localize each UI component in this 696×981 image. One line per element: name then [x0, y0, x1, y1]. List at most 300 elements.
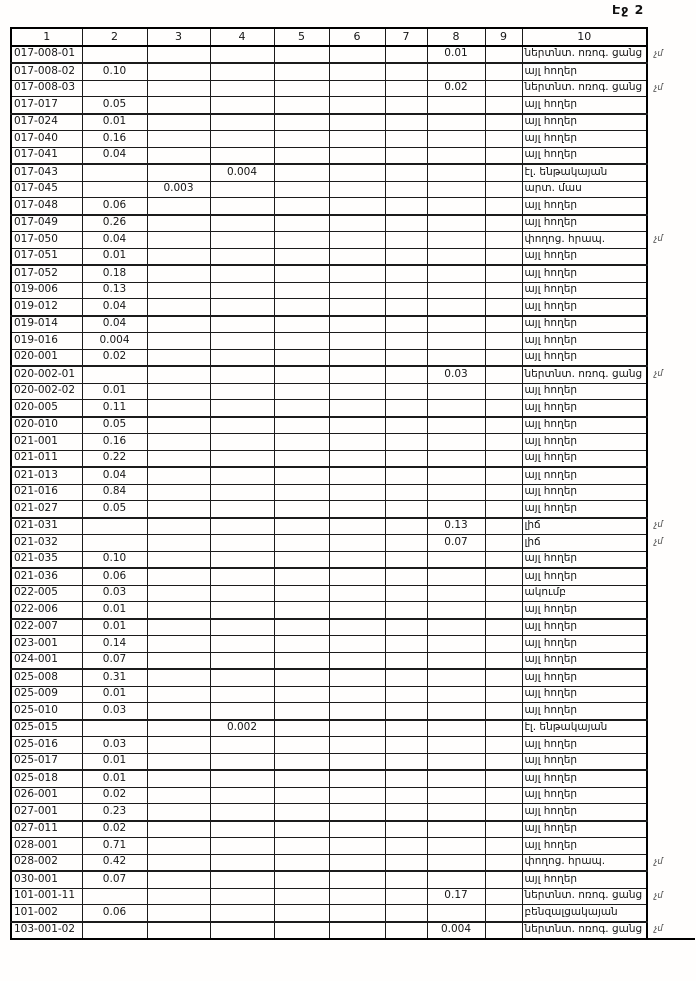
land-use-cell: այլ հողեր: [522, 636, 647, 653]
table-body: [11, 46, 695, 940]
value-cell: [147, 248, 210, 265]
value-cell: [210, 854, 274, 871]
value-cell: [385, 417, 427, 434]
value-cell: [329, 686, 385, 703]
value-cell: 0.04: [82, 232, 147, 249]
value-cell: [485, 619, 522, 636]
value-cell: [329, 383, 385, 400]
value-cell: [385, 804, 427, 821]
value-cell: 0.01: [82, 686, 147, 703]
table-row: [11, 467, 695, 484]
value-cell: [385, 63, 427, 80]
margin-note: [647, 602, 695, 619]
column-header-10: 10: [522, 28, 647, 46]
value-cell: [274, 568, 329, 585]
value-cell: [385, 131, 427, 148]
value-cell: [210, 215, 274, 232]
value-cell: [329, 669, 385, 686]
value-cell: [147, 80, 210, 97]
value-cell: [274, 669, 329, 686]
value-cell: 0.16: [82, 434, 147, 451]
land-use-cell: այլ հողեր: [522, 333, 647, 350]
value-cell: [427, 787, 485, 804]
value-cell: [147, 484, 210, 501]
value-cell: [385, 198, 427, 215]
table-row: [11, 501, 695, 518]
value-cell: [427, 484, 485, 501]
value-cell: [274, 770, 329, 787]
value-cell: [385, 737, 427, 754]
land-use-cell: այլ հողեր: [522, 282, 647, 299]
value-cell: [485, 46, 522, 64]
value-cell: [385, 333, 427, 350]
land-use-cell: այլ հողեր: [522, 753, 647, 770]
value-cell: [147, 737, 210, 754]
margin-note: [647, 316, 695, 333]
value-cell: [329, 400, 385, 417]
value-cell: [485, 383, 522, 400]
parcel-code-cell: 030-001: [11, 871, 82, 888]
value-cell: [385, 787, 427, 804]
value-cell: 0.004: [82, 333, 147, 350]
land-use-cell: այլ հողեր: [522, 770, 647, 787]
value-cell: 0.01: [82, 770, 147, 787]
land-use-cell: այլ հողեր: [522, 383, 647, 400]
table-row: [11, 215, 695, 232]
parcel-code-cell: 028-002: [11, 854, 82, 871]
margin-note: [647, 636, 695, 653]
value-cell: [210, 198, 274, 215]
parcel-code-cell: 025-016: [11, 737, 82, 754]
parcel-code-cell: 027-011: [11, 821, 82, 838]
value-cell: [274, 753, 329, 770]
value-cell: [485, 467, 522, 484]
value-cell: [274, 316, 329, 333]
value-cell: [385, 501, 427, 518]
table-row: [11, 131, 695, 148]
margin-note: [647, 282, 695, 299]
value-cell: [147, 619, 210, 636]
land-use-cell: էլ. ենթակայան: [522, 164, 647, 181]
value-cell: [274, 686, 329, 703]
table-row: [11, 770, 695, 787]
value-cell: [485, 164, 522, 181]
value-cell: [385, 669, 427, 686]
value-cell: [274, 164, 329, 181]
land-use-cell: բենզալցակայան: [522, 905, 647, 922]
land-use-cell: այլ հողեր: [522, 417, 647, 434]
value-cell: [385, 636, 427, 653]
table-row: [11, 46, 695, 64]
value-cell: [329, 619, 385, 636]
table-row: [11, 854, 695, 871]
value-cell: 0.84: [82, 484, 147, 501]
value-cell: [427, 450, 485, 467]
parcel-code-cell: 021-035: [11, 551, 82, 568]
table-row: [11, 349, 695, 366]
value-cell: [329, 333, 385, 350]
table-row: [11, 585, 695, 602]
value-cell: [274, 838, 329, 855]
value-cell: [385, 535, 427, 552]
table-row: [11, 383, 695, 400]
value-cell: 0.05: [82, 97, 147, 114]
value-cell: 0.31: [82, 669, 147, 686]
value-cell: [274, 265, 329, 282]
value-cell: [385, 568, 427, 585]
margin-note: [647, 164, 695, 181]
margin-note: [647, 248, 695, 265]
value-cell: [274, 63, 329, 80]
table-row: [11, 568, 695, 585]
value-cell: [274, 181, 329, 198]
value-cell: [427, 316, 485, 333]
value-cell: [427, 97, 485, 114]
margin-note: [647, 400, 695, 417]
value-cell: [147, 450, 210, 467]
value-cell: [147, 585, 210, 602]
value-cell: [210, 282, 274, 299]
value-cell: [485, 585, 522, 602]
value-cell: [210, 922, 274, 940]
value-cell: [427, 198, 485, 215]
value-cell: [274, 535, 329, 552]
land-use-cell: ներտնտ. ոռոգ. ցանց: [522, 922, 647, 940]
value-cell: 0.42: [82, 854, 147, 871]
value-cell: [274, 888, 329, 905]
value-cell: [329, 518, 385, 535]
parcel-code-cell: 017-017: [11, 97, 82, 114]
value-cell: 0.04: [82, 467, 147, 484]
column-header-5: 5: [274, 28, 329, 46]
margin-note: [647, 265, 695, 282]
margin-note: [647, 299, 695, 316]
value-cell: [274, 434, 329, 451]
margin-note: [647, 737, 695, 754]
value-cell: [274, 232, 329, 249]
value-cell: [427, 114, 485, 131]
value-cell: [385, 349, 427, 366]
value-cell: [485, 265, 522, 282]
table-row: [11, 232, 695, 249]
value-cell: [385, 551, 427, 568]
column-header-9: 9: [485, 28, 522, 46]
value-cell: 0.05: [82, 417, 147, 434]
value-cell: [329, 316, 385, 333]
value-cell: [427, 854, 485, 871]
parcel-code-cell: 020-002-01: [11, 366, 82, 383]
value-cell: [147, 636, 210, 653]
value-cell: [82, 535, 147, 552]
value-cell: [210, 888, 274, 905]
land-use-cell: այլ հողեր: [522, 147, 647, 164]
value-cell: [147, 602, 210, 619]
land-use-cell: այլ հողեր: [522, 198, 647, 215]
value-cell: [210, 535, 274, 552]
value-cell: [210, 131, 274, 148]
value-cell: 0.003: [147, 181, 210, 198]
value-cell: [427, 720, 485, 737]
margin-note: [647, 804, 695, 821]
land-use-cell: այլ հողեր: [522, 871, 647, 888]
value-cell: [274, 821, 329, 838]
table-row: [11, 686, 695, 703]
value-cell: [210, 484, 274, 501]
value-cell: 0.01: [82, 248, 147, 265]
land-use-cell: այլ հողեր: [522, 63, 647, 80]
value-cell: [385, 164, 427, 181]
value-cell: [147, 383, 210, 400]
value-cell: [274, 80, 329, 97]
parcel-code-cell: 017-043: [11, 164, 82, 181]
value-cell: [329, 97, 385, 114]
land-use-cell: այլ հողեր: [522, 568, 647, 585]
value-cell: [427, 131, 485, 148]
value-cell: [427, 770, 485, 787]
value-cell: [385, 282, 427, 299]
table-row: [11, 888, 695, 905]
value-cell: [274, 602, 329, 619]
value-cell: [210, 770, 274, 787]
table-row: [11, 602, 695, 619]
value-cell: [385, 181, 427, 198]
value-cell: [427, 232, 485, 249]
margin-note: [647, 333, 695, 350]
land-use-cell: այլ հողեր: [522, 669, 647, 686]
table-row: [11, 619, 695, 636]
value-cell: [485, 753, 522, 770]
parcel-code-cell: 101-001-11: [11, 888, 82, 905]
value-cell: [485, 838, 522, 855]
value-cell: [210, 147, 274, 164]
table-row: [11, 299, 695, 316]
value-cell: [210, 349, 274, 366]
value-cell: [329, 535, 385, 552]
value-cell: 0.01: [82, 383, 147, 400]
value-cell: [82, 46, 147, 64]
value-cell: [210, 619, 274, 636]
land-use-cell: արտ. մաս: [522, 181, 647, 198]
value-cell: 0.10: [82, 63, 147, 80]
value-cell: [210, 636, 274, 653]
value-cell: [210, 299, 274, 316]
value-cell: [329, 131, 385, 148]
value-cell: 0.07: [427, 535, 485, 552]
land-use-cell: այլ ոողեր: [522, 467, 647, 484]
value-cell: [147, 720, 210, 737]
parcel-code-cell: 021-016: [11, 484, 82, 501]
value-cell: [385, 753, 427, 770]
value-cell: [485, 804, 522, 821]
value-cell: 0.02: [82, 787, 147, 804]
value-cell: [427, 333, 485, 350]
value-cell: [485, 434, 522, 451]
value-cell: [329, 787, 385, 804]
land-use-cell: փողոց. հրապ.: [522, 232, 647, 249]
value-cell: [147, 871, 210, 888]
value-cell: [385, 114, 427, 131]
value-cell: [210, 316, 274, 333]
value-cell: [210, 551, 274, 568]
parcel-code-cell: 027-001: [11, 804, 82, 821]
land-use-cell: այլ հողեր: [522, 265, 647, 282]
value-cell: [485, 652, 522, 669]
value-cell: [427, 215, 485, 232]
margin-note: [647, 905, 695, 922]
parcel-code-cell: 017-052: [11, 265, 82, 282]
value-cell: [485, 349, 522, 366]
value-cell: [427, 434, 485, 451]
parcel-code-cell: 019-014: [11, 316, 82, 333]
table-row: [11, 652, 695, 669]
table-row: [11, 400, 695, 417]
land-use-cell: այլ հողեր: [522, 484, 647, 501]
value-cell: [385, 602, 427, 619]
value-cell: [147, 164, 210, 181]
margin-note: [647, 417, 695, 434]
parcel-code-cell: 103-001-02: [11, 922, 82, 940]
parcel-code-cell: 022-006: [11, 602, 82, 619]
value-cell: [274, 551, 329, 568]
value-cell: [385, 770, 427, 787]
value-cell: [274, 131, 329, 148]
land-use-cell: այլ հողեր: [522, 97, 647, 114]
value-cell: 0.22: [82, 450, 147, 467]
value-cell: [147, 551, 210, 568]
value-cell: [147, 63, 210, 80]
value-cell: 0.18: [82, 265, 147, 282]
value-cell: [485, 63, 522, 80]
land-use-cell: լիճ: [522, 518, 647, 535]
table-row: [11, 434, 695, 451]
value-cell: [329, 602, 385, 619]
value-cell: 0.01: [82, 114, 147, 131]
header-row: [11, 28, 695, 46]
value-cell: [427, 636, 485, 653]
parcel-code-cell: 021-032: [11, 535, 82, 552]
value-cell: [485, 501, 522, 518]
value-cell: [385, 299, 427, 316]
value-cell: [329, 905, 385, 922]
value-cell: [210, 669, 274, 686]
parcel-code-cell: 020-010: [11, 417, 82, 434]
parcel-code-cell: 026-001: [11, 787, 82, 804]
value-cell: [385, 434, 427, 451]
land-use-cell: ներտնտ. ոռոգ. ցանց: [522, 80, 647, 97]
value-cell: [274, 871, 329, 888]
value-cell: [147, 669, 210, 686]
value-cell: [82, 888, 147, 905]
margin-note: [647, 114, 695, 131]
parcel-code-cell: 017-008-01: [11, 46, 82, 64]
margin-note: [647, 181, 695, 198]
parcel-code-cell: 017-040: [11, 131, 82, 148]
margin-note: [647, 652, 695, 669]
value-cell: [385, 467, 427, 484]
value-cell: [485, 80, 522, 97]
table-row: [11, 787, 695, 804]
value-cell: [427, 737, 485, 754]
parcel-code-cell: 024-001: [11, 652, 82, 669]
land-use-cell: այլ հողեր: [522, 703, 647, 720]
margin-note: [647, 551, 695, 568]
value-cell: [385, 652, 427, 669]
value-cell: [485, 535, 522, 552]
value-cell: [485, 669, 522, 686]
value-cell: [427, 838, 485, 855]
value-cell: 0.10: [82, 551, 147, 568]
margin-note: [647, 131, 695, 148]
value-cell: [427, 265, 485, 282]
value-cell: [485, 905, 522, 922]
margin-note: [647, 467, 695, 484]
parcel-code-cell: 022-005: [11, 585, 82, 602]
value-cell: [82, 922, 147, 940]
margin-note: [647, 821, 695, 838]
value-cell: [329, 417, 385, 434]
value-cell: 0.04: [82, 147, 147, 164]
value-cell: [427, 753, 485, 770]
value-cell: [385, 366, 427, 383]
value-cell: [274, 518, 329, 535]
value-cell: [485, 232, 522, 249]
value-cell: [210, 905, 274, 922]
column-header-1: 1: [11, 28, 82, 46]
table-row: [11, 905, 695, 922]
parcel-code-cell: 025-009: [11, 686, 82, 703]
value-cell: [329, 248, 385, 265]
value-cell: [274, 652, 329, 669]
parcel-code-cell: 020-001: [11, 349, 82, 366]
value-cell: [329, 568, 385, 585]
value-cell: [147, 501, 210, 518]
value-cell: [82, 164, 147, 181]
value-cell: [147, 417, 210, 434]
value-cell: [210, 383, 274, 400]
land-use-cell: այլ հողեր: [522, 838, 647, 855]
parcel-code-cell: 020-002-02: [11, 383, 82, 400]
table-row: [11, 871, 695, 888]
table-row: [11, 518, 695, 535]
land-use-cell: այլ հողեր: [522, 602, 647, 619]
value-cell: [274, 585, 329, 602]
value-cell: [274, 349, 329, 366]
value-cell: [329, 703, 385, 720]
value-cell: [385, 248, 427, 265]
land-use-cell: ներտնտ. ոռոգ. ցանց: [522, 46, 647, 64]
value-cell: 0.02: [82, 821, 147, 838]
value-cell: [329, 181, 385, 198]
table-row: [11, 333, 695, 350]
parcel-code-cell: 017-048: [11, 198, 82, 215]
value-cell: [210, 450, 274, 467]
value-cell: [82, 181, 147, 198]
value-cell: [329, 232, 385, 249]
table-row: [11, 484, 695, 501]
table-row: [11, 366, 695, 383]
value-cell: [329, 888, 385, 905]
land-use-cell: այլ հողեր: [522, 299, 647, 316]
value-cell: 0.05: [82, 501, 147, 518]
value-cell: [82, 720, 147, 737]
table-row: [11, 316, 695, 333]
value-cell: 0.71: [82, 838, 147, 855]
table-row: [11, 147, 695, 164]
value-cell: 0.07: [82, 652, 147, 669]
value-cell: [274, 366, 329, 383]
land-use-cell: այլ հողեր: [522, 551, 647, 568]
value-cell: [427, 383, 485, 400]
